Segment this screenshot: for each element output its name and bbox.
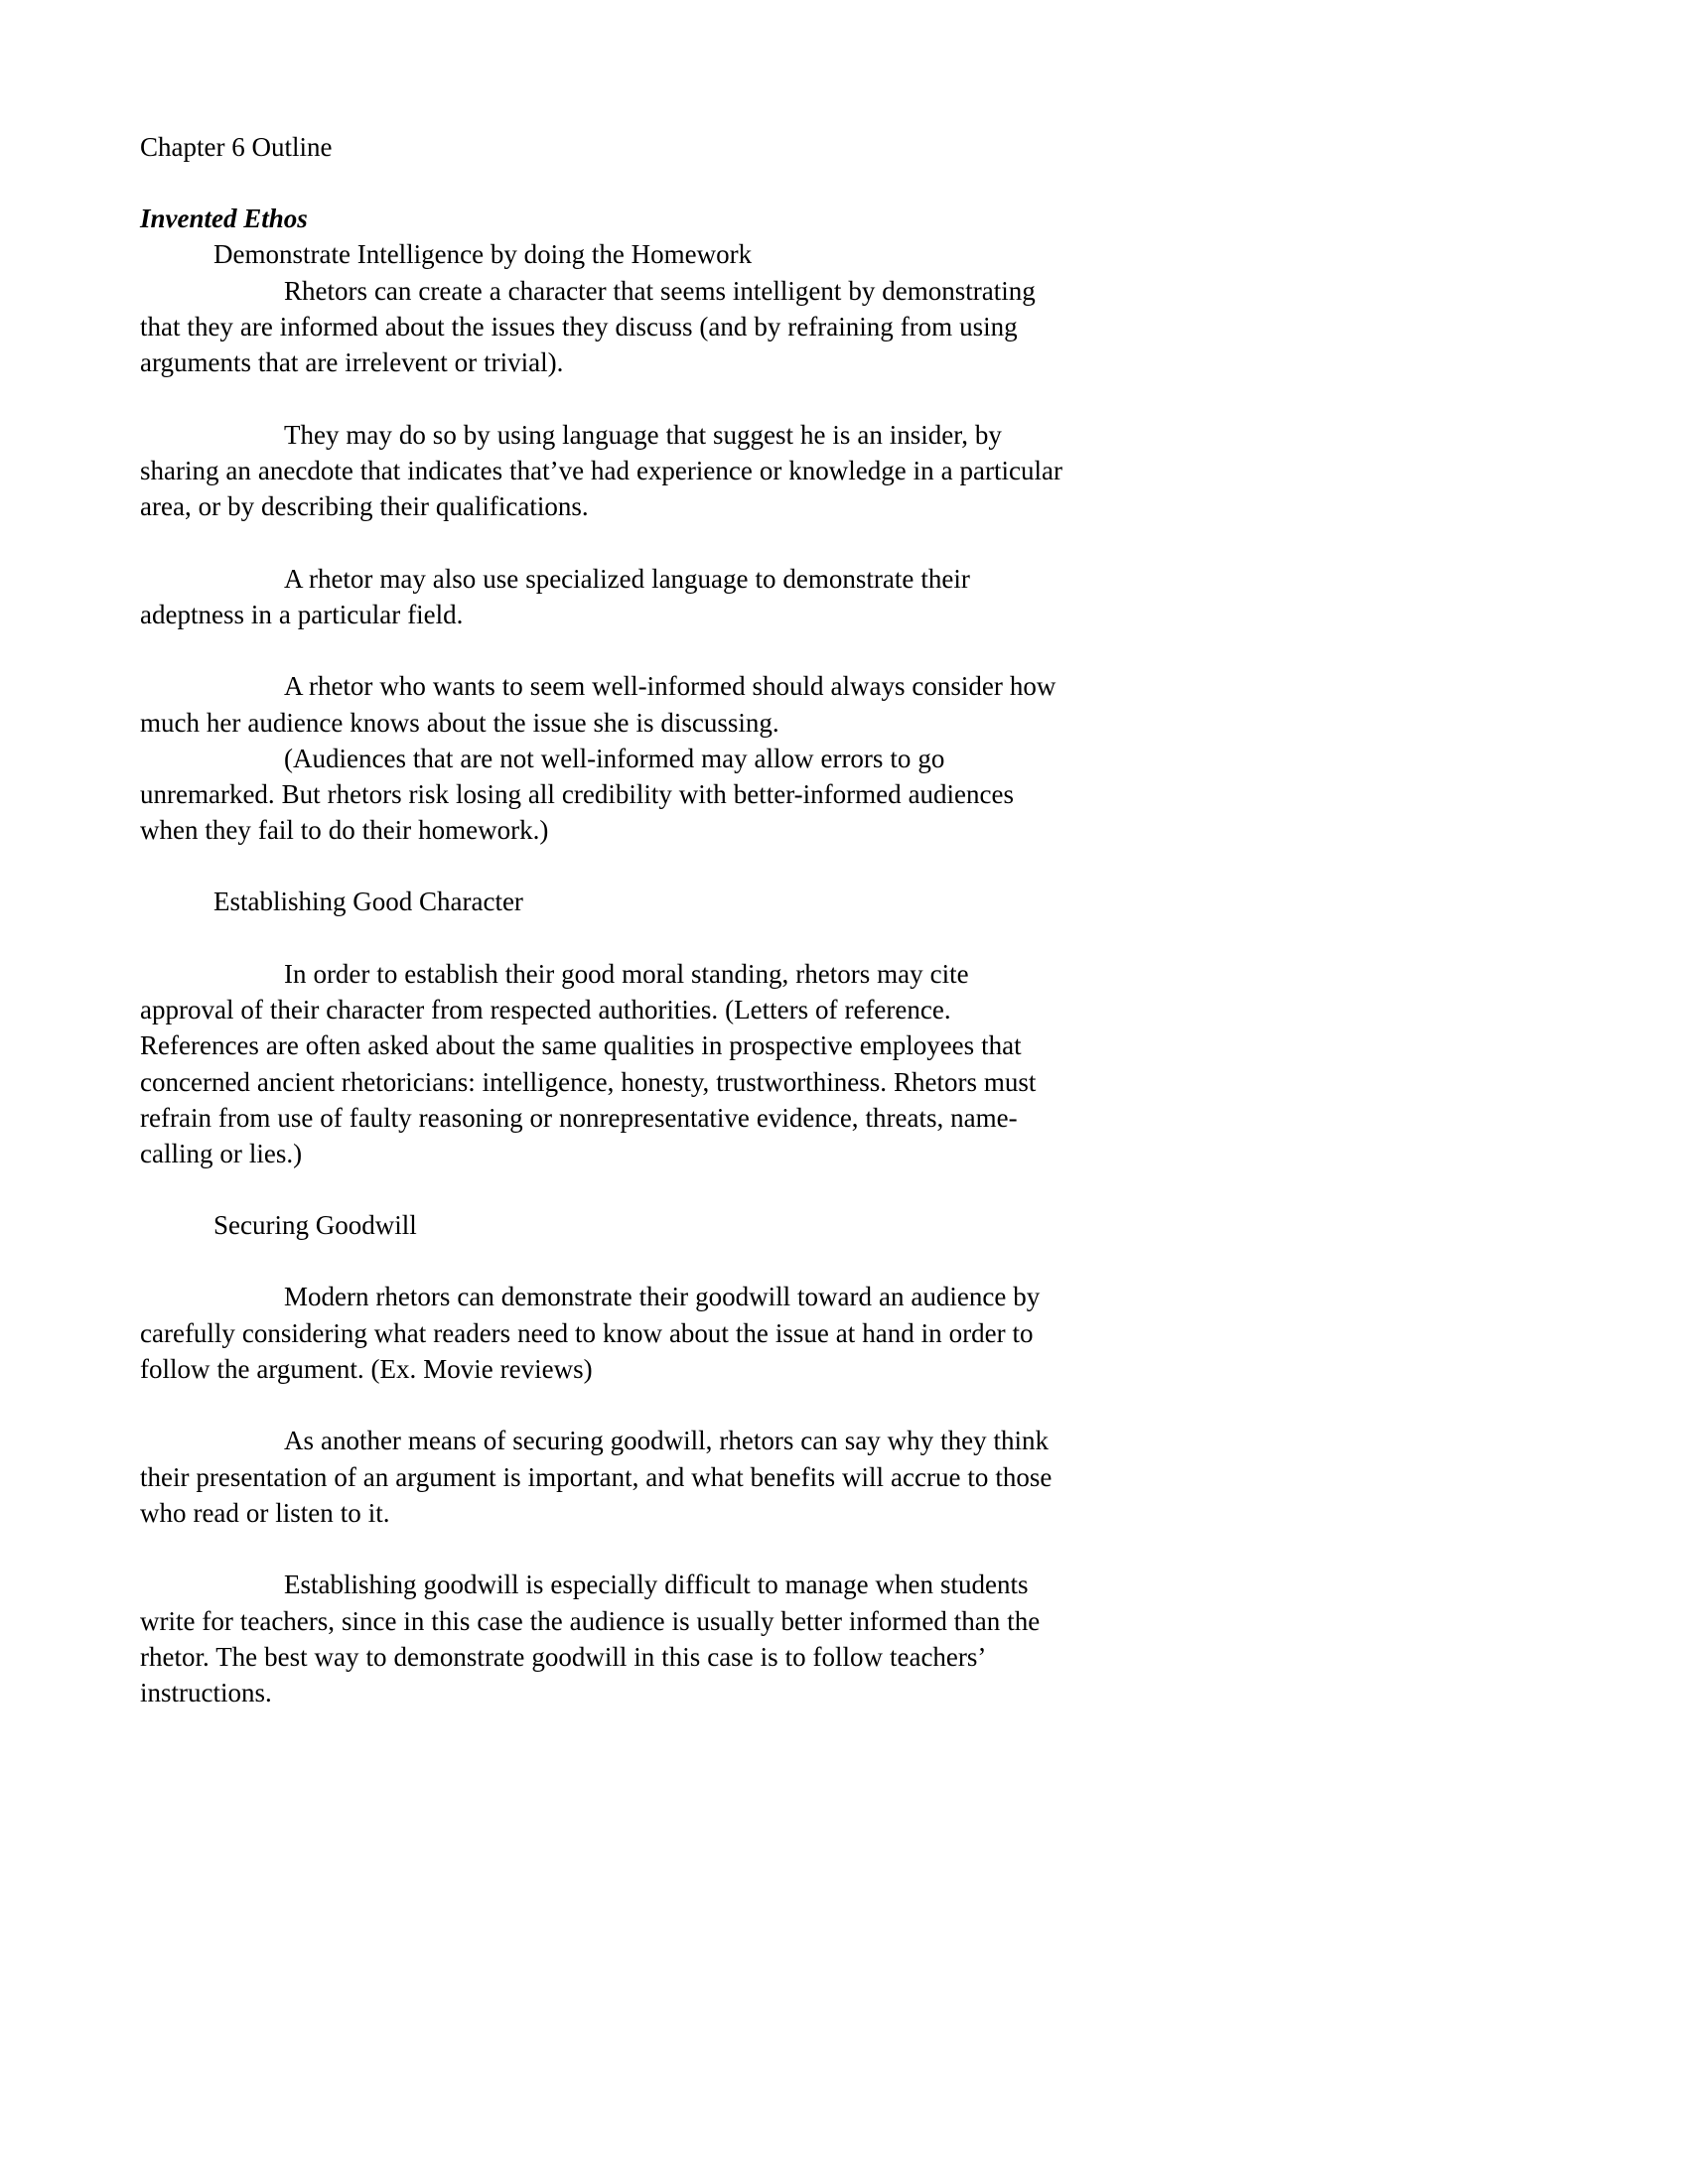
- subheading-establishing-good-character: Establishing Good Character: [213, 886, 523, 916]
- paragraph-goodwill-students-teachers: Establishing goodwill is especially difficult to manage when students write for teachers, since in this case the audience is usually better informed than the rhetor. The best way to demonstrate goodwill in this case is to follow teachers’ instructions.: [140, 1570, 1041, 1708]
- page-title: Chapter 6 Outline: [140, 132, 333, 162]
- paragraph-specialized-language: A rhetor may also use specialized language to demonstrate their adeptness in a particular field.: [140, 563, 970, 629]
- spacer: [140, 849, 1063, 885]
- spacer: [140, 1531, 1063, 1567]
- paragraph-rhetors-create-character: Rhetors can create a character that seems intelligent by demonstrating that they are informed about the issues they discuss (and by refraining from using arguments that are irrelevent or trivial).: [140, 275, 1036, 378]
- paragraph-good-moral-standing: In order to establish their good moral standing, rhetors may cite approval of their character from respected authorities. (Letters of reference. References are often asked about the same qualities in prospective employees that concerned ancient rhetoricians: intelligence, honesty, trustworthiness. Rhetors must refrain from use of faulty reasoning or nonrepresentative evidence, threats, name-calling or lies.): [140, 958, 1037, 1169]
- spacer: [140, 166, 1063, 202]
- paragraph-another-means-securing-goodwill: As another means of securing goodwill, rhetors can say why they think their presentation of an argument is important, and what benefits will accrue to those who read or listen to it.: [140, 1426, 1053, 1529]
- paragraph-well-informed-consider: A rhetor who wants to seem well-informed should always consider how much her audience knows about the issue she is discussing.: [140, 671, 1056, 738]
- subheading-demonstrate-intelligence: Demonstrate Intelligence by doing the Homework: [213, 238, 753, 269]
- spacer: [140, 1387, 1063, 1423]
- spacer: [140, 525, 1063, 561]
- spacer: [140, 381, 1063, 417]
- spacer: [140, 920, 1063, 956]
- paragraph-modern-rhetors-goodwill: Modern rhetors can demonstrate their goodwill toward an audience by carefully considering what readers need to know about the issue at hand in order to follow the argument. (Ex. Movie reviews): [140, 1282, 1041, 1385]
- paragraph-audiences-errors-unremarked: (Audiences that are not well-informed may allow errors to go unremarked. But rhetors risk losing all credibility with better-informed audiences when they fail to do their homework.): [140, 743, 1015, 846]
- subheading-securing-goodwill: Securing Goodwill: [213, 1209, 417, 1240]
- spacer: [140, 1172, 1063, 1208]
- paragraph-language-insider: They may do so by using language that suggest he is an insider, by sharing an anecdote that indicates that’ve had experience or knowledge in a particular area, or by describing their qualifications.: [140, 419, 1062, 522]
- spacer: [140, 1243, 1063, 1279]
- section-heading-invented-ethos: Invented Ethos: [140, 203, 308, 233]
- spacer: [140, 632, 1063, 668]
- document-body: [140, 130, 1063, 1711]
